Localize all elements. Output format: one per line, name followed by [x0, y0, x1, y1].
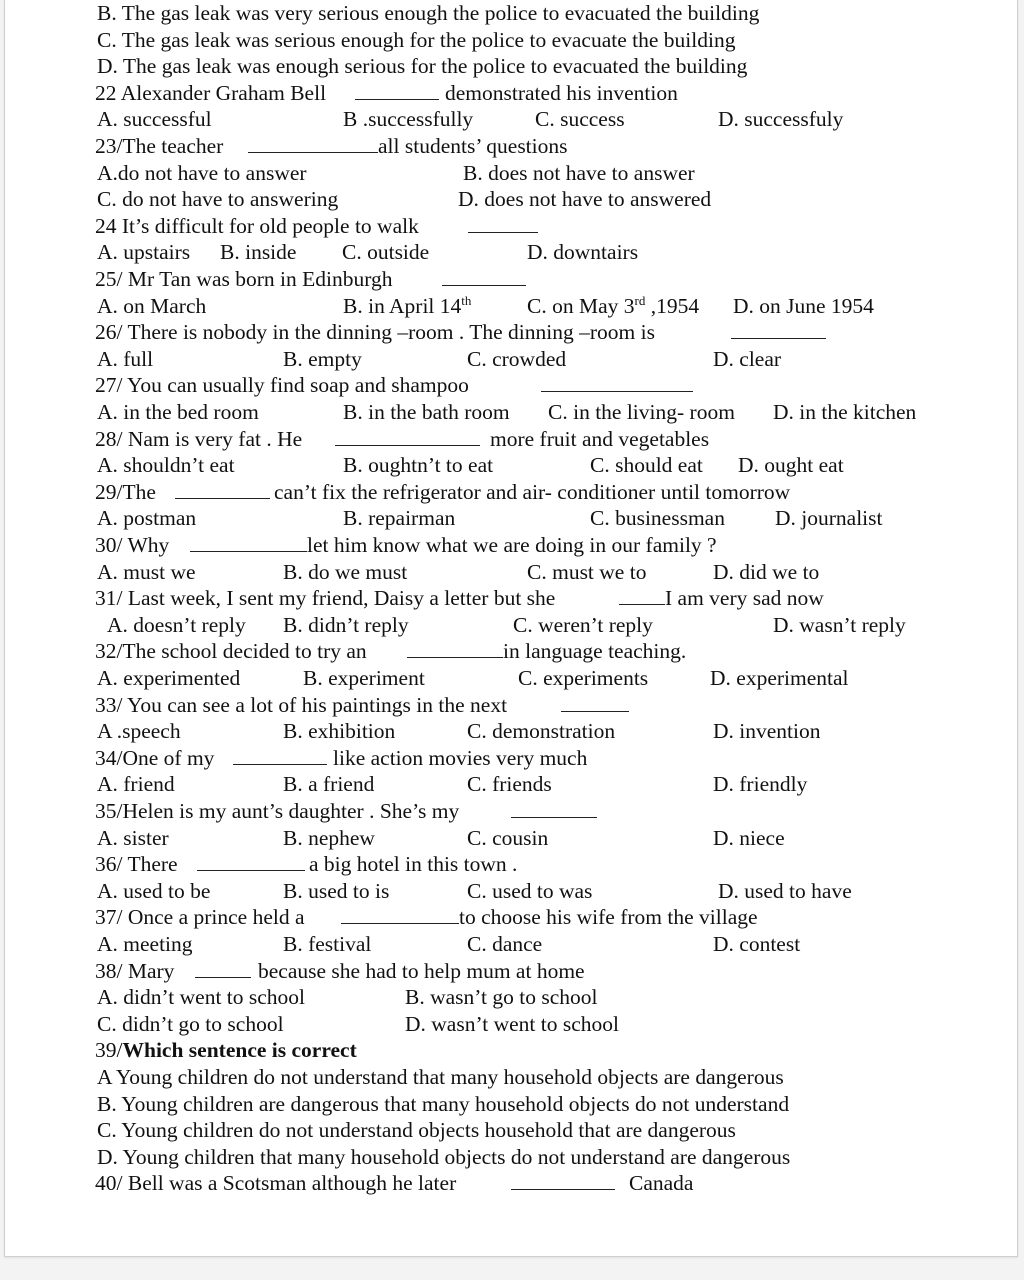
q32-option-b: B. experiment	[303, 666, 425, 690]
q34-option-b: B. a friend	[283, 772, 375, 797]
q23-stem-text: 23/The teacher	[95, 134, 224, 158]
q37-option-b: B. festival	[283, 932, 372, 956]
q27-option-d: D. in the kitchen	[773, 400, 917, 424]
q28-answer-blank	[335, 426, 480, 453]
q39-stem-text	[95, 1037, 357, 1064]
worksheet-page	[4, 0, 1018, 1257]
q31-option-b: B. didn’t reply	[283, 612, 409, 637]
q28-option-d: D. ought eat	[738, 453, 844, 478]
q25-answer-blank	[442, 266, 526, 293]
q27-stem-text: 27/ You can usually find soap and shampoo	[95, 373, 469, 398]
q37-stem-text: 37/ Once a prince held a	[95, 905, 305, 930]
q27-option-c: C. in the living- room	[548, 400, 735, 424]
q26-option-a: A. full	[97, 346, 154, 371]
q32-stem-text: 32/The school decided to try an	[95, 639, 367, 664]
q24-option-c: C. outside	[342, 240, 430, 265]
q34-answer-blank	[233, 745, 327, 772]
q37-answer-blank	[341, 904, 459, 931]
q35-option-d: D. niece	[713, 825, 785, 850]
q31-option-d: D. wasn’t reply	[773, 612, 906, 637]
q24-option-d: D. downtairs	[527, 240, 639, 265]
q26-stem-text: 26/ There is nobody in the dinning –room . The dinning –room is	[95, 320, 655, 345]
q28-option-a: A. shouldn’t eat	[97, 453, 235, 478]
q22-stem-text-after: demonstrated his invention	[445, 80, 678, 105]
q38-option-a: A. didn’t went to school	[97, 985, 306, 1010]
q29-option-d: D. journalist	[775, 506, 883, 531]
q22-option-a: A. successful	[97, 107, 212, 132]
q31-stem-text: 31/ Last week, I sent my friend, Daisy a letter but she	[95, 586, 556, 611]
q35-stem-text: 35/Helen is my aunt’s daughter . She’s my	[95, 799, 460, 823]
q37-option-d: D. contest	[713, 932, 801, 956]
q40-stem-text: 40/ Bell was a Scotsman although he later	[95, 1171, 457, 1196]
q25-option-b-sup: th	[461, 292, 472, 308]
q36-option-b: B. used to is	[283, 878, 390, 903]
q30-stem-text: 30/ Why	[95, 533, 170, 557]
q38-option-c: C. didn’t go to school	[97, 1011, 284, 1036]
q23-stem-text-after: all students’ questions	[378, 134, 568, 158]
q30-option-a: A. must we	[97, 559, 196, 584]
q21-option-b: B. The gas leak was very serious enough the police to evacuated the building	[97, 1, 760, 25]
q36-answer-blank	[197, 851, 305, 878]
q32-stem-text-after: in language teaching.	[503, 639, 687, 664]
q25-stem-text: 25/ Mr Tan was born in Edinburgh	[95, 267, 393, 291]
q29-option-c: C. businessman	[590, 506, 725, 531]
q26-option-d: D. clear	[713, 346, 782, 371]
q28-stem-text: 28/ Nam is very fat . He	[95, 426, 303, 451]
q22-option-c: C. success	[535, 107, 625, 132]
q23-option-c: C. do not have to answering	[97, 187, 339, 212]
q35-option-a: A. sister	[97, 825, 169, 850]
q30-option-b: B. do we must	[283, 559, 408, 584]
q22-answer-blank	[355, 80, 439, 107]
q38-option-b: B. wasn’t go to school	[405, 985, 598, 1010]
q25-option-b-text: B. in April 14	[343, 293, 462, 318]
q36-option-a: A. used to be	[97, 878, 211, 903]
q37-option-a: A. meeting	[97, 932, 193, 956]
q34-option-a: A. friend	[97, 772, 175, 797]
q25-option-c-sup: rd	[634, 292, 646, 308]
q21-option-c: C. The gas leak was serious enough for the police to evacuate the building	[97, 27, 736, 52]
q35-option-c: C. cousin	[467, 825, 549, 850]
q39-option-c: C. Young children do not understand objects household that are dangerous	[97, 1118, 736, 1143]
q37-option-c: C. dance	[467, 932, 543, 956]
q24-stem-text: 24 It’s difficult for old people to walk	[95, 213, 419, 238]
q33-option-a: A .speech	[97, 719, 181, 744]
q33-answer-blank	[561, 692, 629, 719]
q32-option-c: C. experiments	[518, 666, 649, 690]
q29-option-a: A. postman	[97, 506, 197, 531]
q29-stem-text-after: can’t fix the refrigerator and air- conditioner until tomorrow	[274, 479, 791, 504]
q35-option-b: B. nephew	[283, 825, 375, 850]
q21-option-d: D. The gas leak was enough serious for the police to evacuated the building	[97, 54, 748, 79]
q39-bold-prompt: Which sentence is correct	[122, 1038, 357, 1063]
q29-answer-blank	[175, 479, 270, 506]
q39-number: 39/	[95, 1038, 123, 1063]
q31-option-c: C. weren’t reply	[513, 612, 653, 637]
q25-option-d: D. on June 1954	[733, 293, 874, 318]
q36-stem-text-after: a big hotel in this town .	[309, 852, 518, 877]
q32-answer-blank	[407, 638, 503, 665]
q31-answer-blank	[619, 585, 665, 612]
q36-option-d: D. used to have	[718, 878, 852, 903]
q25-option-c-year: ,1954	[645, 293, 700, 318]
q33-option-d: D. invention	[713, 719, 821, 744]
q33-option-b: B. exhibition	[283, 719, 396, 744]
q30-answer-blank	[190, 532, 307, 559]
q22-stem-text: 22 Alexander Graham Bell	[95, 80, 327, 105]
q31-option-a: A. doesn’t reply	[107, 612, 246, 637]
q28-option-c: C. should eat	[590, 453, 703, 478]
q29-stem-text: 29/The	[95, 479, 156, 504]
q25-option-c-text: C. on May 3	[527, 293, 635, 318]
q33-stem-text: 33/ You can see a lot of his paintings in the next	[95, 692, 508, 717]
q26-option-c: C. crowded	[467, 346, 567, 371]
q22-option-b: B .successfully	[343, 107, 474, 132]
q27-option-b: B. in the bath room	[343, 400, 510, 424]
q32-option-d: D. experimental	[710, 666, 849, 690]
q23-option-d: D. does not have to answered	[458, 187, 712, 212]
q34-option-d: D. friendly	[713, 772, 808, 797]
q36-option-c: C. used to was	[467, 878, 593, 903]
q27-option-a: A. in the bed room	[97, 400, 259, 424]
q30-stem-text-after: let him know what we are doing in our family ?	[307, 533, 717, 557]
q35-answer-blank	[511, 798, 597, 825]
q38-option-d: D. wasn’t went to school	[405, 1011, 619, 1036]
q38-answer-blank	[195, 958, 251, 985]
q32-option-a: A. experimented	[97, 666, 241, 690]
q23-option-a: A.do not have to answer	[97, 160, 307, 185]
q26-answer-blank	[731, 319, 826, 346]
q33-option-c: C. demonstration	[467, 719, 616, 744]
q27-answer-blank	[541, 372, 693, 399]
q28-option-b: B. oughtn’t to eat	[343, 453, 494, 478]
q23-option-b: B. does not have to answer	[463, 160, 695, 185]
q34-stem-text: 34/One of my	[95, 745, 215, 770]
q25-option-b	[343, 293, 471, 320]
q28-stem-text-after: more fruit and vegetables	[490, 426, 710, 451]
q39-option-d: D. Young children that many household objects do not understand are dangerous	[97, 1144, 791, 1169]
q39-option-a: A Young children do not understand that many household objects are dangerous	[97, 1065, 784, 1089]
q30-option-d: D. did we to	[713, 559, 820, 584]
q26-option-b: B. empty	[283, 346, 362, 371]
q29-option-b: B. repairman	[343, 506, 456, 531]
q24-option-a: A. upstairs	[97, 240, 191, 265]
q25-option-c	[527, 293, 699, 320]
q24-answer-blank	[468, 213, 538, 240]
q37-stem-text-after: to choose his wife from the village	[459, 905, 758, 930]
q40-stem-text-after: Canada	[629, 1171, 694, 1196]
q24-option-b: B. inside	[220, 240, 297, 265]
q38-stem-text-after: because she had to help mum at home	[258, 958, 585, 983]
q39-option-b: B. Young children are dangerous that many household objects do not understand	[97, 1091, 790, 1116]
q31-stem-text-after: I am very sad now	[665, 586, 824, 611]
q22-option-d: D. successfuly	[718, 107, 844, 132]
q23-answer-blank	[248, 133, 378, 160]
q34-option-c: C. friends	[467, 772, 552, 797]
q30-option-c: C. must we to	[527, 559, 647, 584]
q34-stem-text-after: like action movies very much	[333, 745, 588, 770]
q40-answer-blank	[511, 1170, 615, 1197]
q36-stem-text: 36/ There	[95, 852, 178, 877]
q25-option-a: A. on March	[97, 293, 207, 318]
q38-stem-text: 38/ Mary	[95, 958, 175, 983]
